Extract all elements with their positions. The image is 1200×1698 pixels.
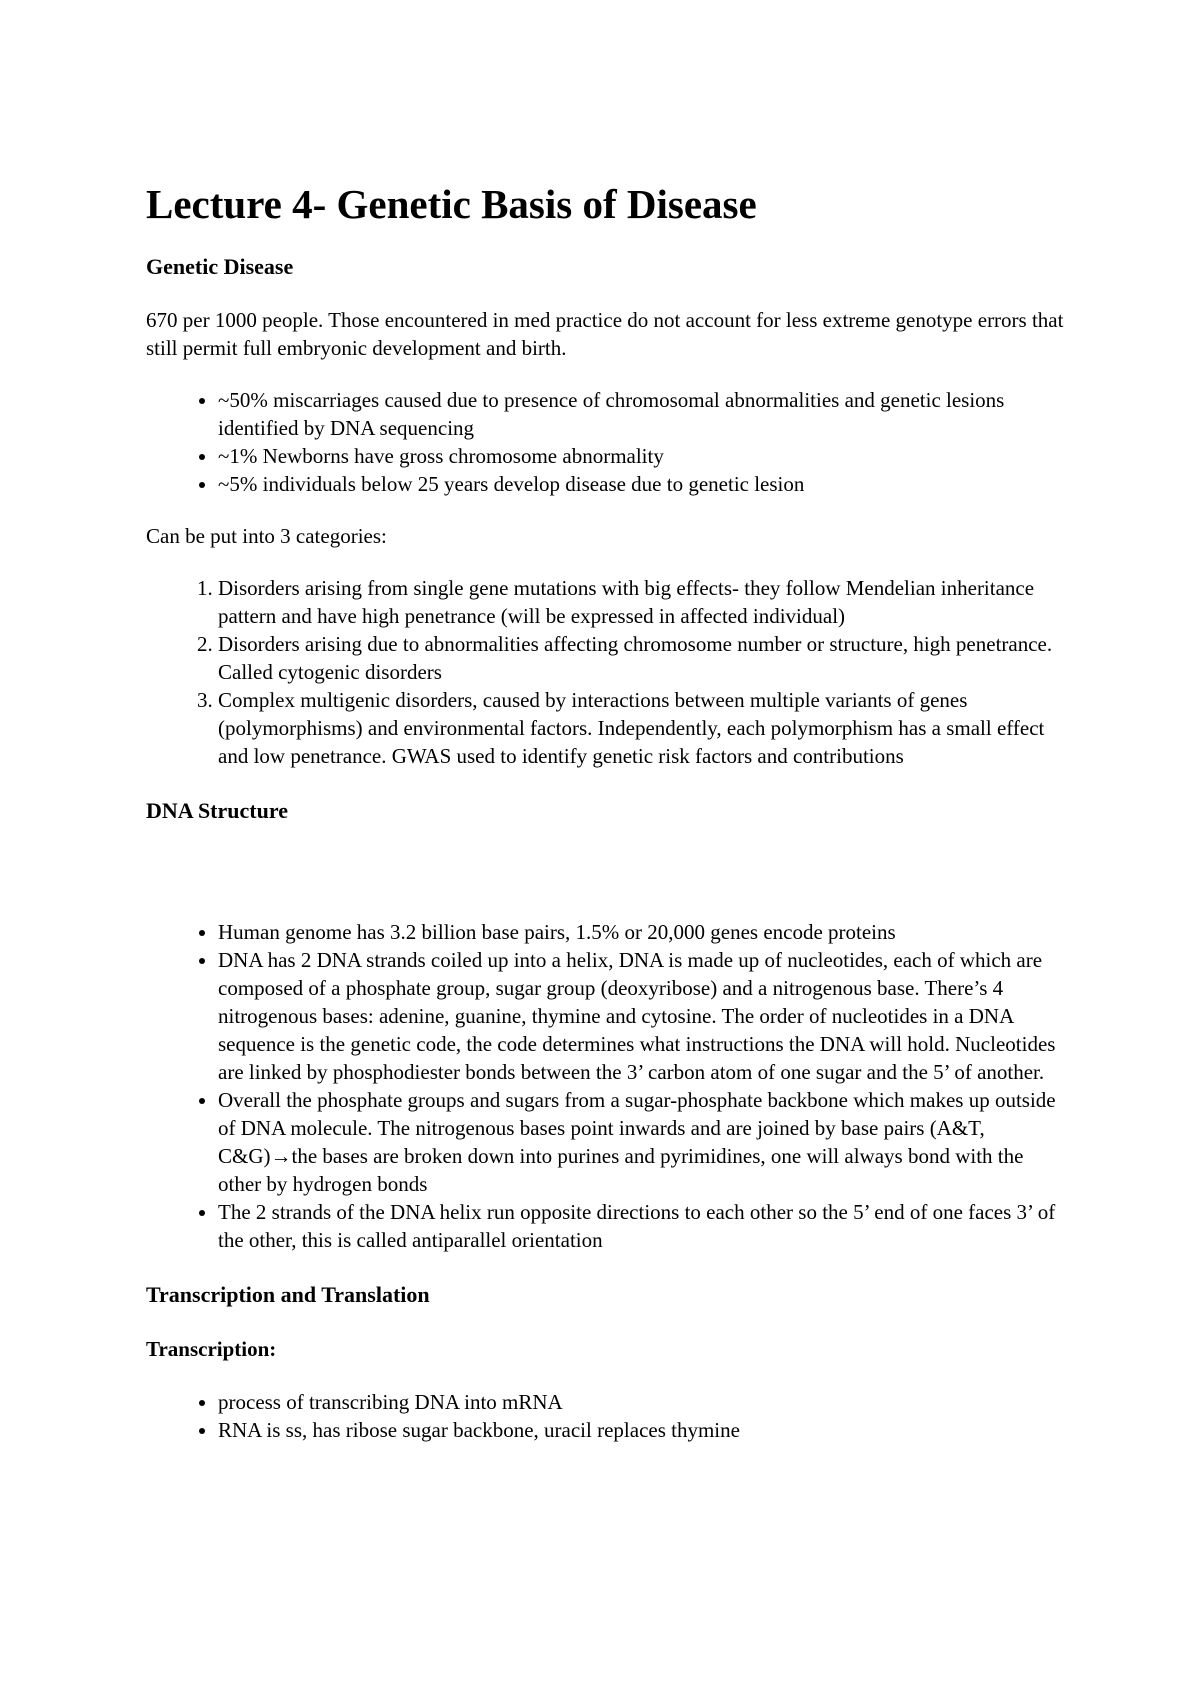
transcription-bullet-list — [146, 1388, 1066, 1444]
categories-intro: Can be put into 3 categories: — [146, 524, 387, 548]
genetic-disease-bullet-list — [146, 386, 1066, 498]
genetic-disease-intro: 670 per 1000 people. Those encountered in med practice do not account for less extreme genotype errors that still permit full embryonic development and birth. — [146, 308, 1064, 360]
list-item: • Human genome has 3.2 billion base pairs, 1.5% or 20,000 genes encode proteins — [218, 918, 1066, 946]
document-page — [146, 176, 1066, 1444]
page-title: Lecture 4- Genetic Basis of Disease — [146, 181, 757, 227]
list-item: • DNA has 2 DNA strands coiled up into a helix, DNA is made up of nucleotides, each of which are composed of a phosphate group, sugar group (deoxyribose) and a nitrogenous base. There’s 4 nitrogenous bases: adenine, guanine, thymine and cytosine. The order of nucleotides in a DNA sequence is the genetic code, the code determines what instructions the DNA will hold. Nucleotides are linked by phosphodiester bonds between the 3’ carbon atom of one sugar and the 5’ of another. — [218, 946, 1066, 1086]
categories-numbered-list — [146, 574, 1066, 770]
list-item: 2. Disorders arising due to abnormalities affecting chromosome number or structure, high penetrance. Called cytogenic disorders — [218, 630, 1066, 686]
sub-heading-transcription: Transcription: — [146, 1337, 277, 1361]
list-item: • RNA is ss, has ribose sugar backbone, uracil replaces thymine — [218, 1416, 1066, 1444]
list-item: • The 2 strands of the DNA helix run opposite directions to each other so the 5’ end of one faces 3’ of the other, this is called antiparallel orientation — [218, 1198, 1066, 1254]
list-item: • ~1% Newborns have gross chromosome abnormality — [218, 442, 1066, 470]
list-item: 1. Disorders arising from single gene mutations with big effects- they follow Mendelian inheritance pattern and have high penetrance (will be expressed in affected individual) — [218, 574, 1066, 630]
list-item: • ~5% individuals below 25 years develop disease due to genetic lesion — [218, 470, 1066, 498]
section-heading-transcription-translation: Transcription and Translation — [146, 1282, 430, 1307]
list-item: • Overall the phosphate groups and sugars from a sugar-phosphate backbone which makes up outside of DNA molecule. The nitrogenous bases point inwards and are joined by base pairs (A&T, C&G)→the bases are broken down into purines and pyrimidines, one will always bond with the other by hydrogen bonds — [218, 1086, 1066, 1198]
section-heading-dna-structure: DNA Structure — [146, 798, 288, 823]
dna-structure-bullet-list — [146, 918, 1066, 1254]
list-item: • process of transcribing DNA into mRNA — [218, 1388, 1066, 1416]
list-item: • ~50% miscarriages caused due to presence of chromosomal abnormalities and genetic lesions identified by DNA sequencing — [218, 386, 1066, 442]
list-item: 3. Complex multigenic disorders, caused by interactions between multiple variants of genes (polymorphisms) and environmental factors. Independently, each polymorphism has a small effect and low penetrance. GWAS used to identify genetic risk factors and contributions — [218, 686, 1066, 770]
section-heading-genetic-disease: Genetic Disease — [146, 254, 294, 279]
